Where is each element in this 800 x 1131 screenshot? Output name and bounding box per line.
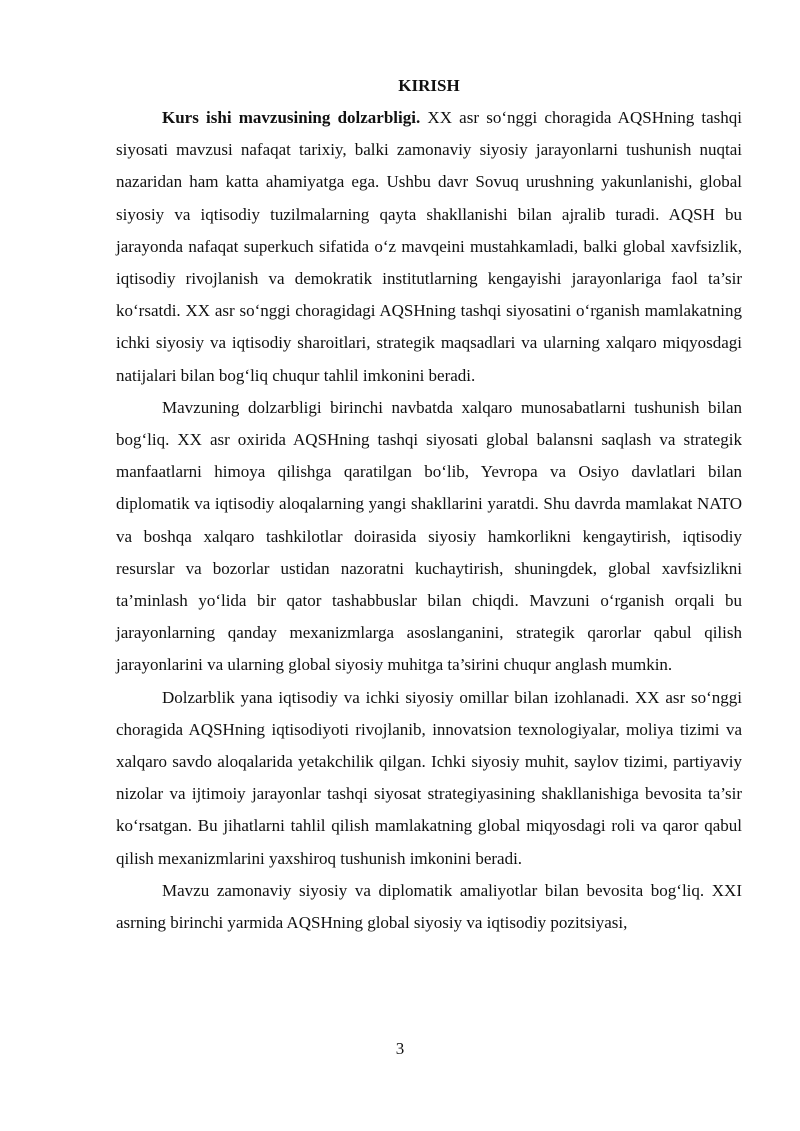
section-heading: KIRISH <box>398 76 460 95</box>
paragraph-text: Dolzarblik yana iqtisodiy va ichki siyosiy omillar bilan izohlanadi. XX asr so‘nggi choragida AQSHning iqtisodiyoti rivojlanib, innovatsion texnologiyalar, moliya tizimi va xalqaro savdo aloqalarida yetakchilik qilgan. Ichki siyosiy muhit, saylov tizimi, partiyaviy nizolar va ijtimoiy jarayonlar tashqi siyosat strategiyasining shakllanishiga bevosita ta’sir ko‘rsatgan. Bu jihatlarni tahlil qilish mamlakatning global miqyosdagi roli va qaror qabul qilish mexanizmlarini yaxshiroq tushunish imkonini beradi. <box>116 687 742 868</box>
paragraph-text: XX asr so‘nggi choragida AQSHning tashqi siyosati mavzusi nafaqat tarixiy, balki zamonaviy siyosiy jarayonlarni tushunish nuqtai nazaridan ham katta ahamiyatga ega. Ushbu davr Sovuq urushning yakunlanishi, global siyosiy va iqtisodiy tuzilmalarning qayta shakllanishi bilan ajralib turadi. AQSH bu jarayonda nafaqat superkuch sifatida o‘z mavqeini mustahkamladi, balki global xavfsizlik, iqtisodiy rivojlanish va demokratik institutlarning kengayishi jarayonlariga faol ta’sir ko‘rsatdi. XX asr so‘nggi choragidagi AQSHning tashqi siyosatini o‘rganish mamlakatning ichki siyosiy va iqtisodiy sharoitlari, strategik maqsadlari va ularning xalqaro miqyosdagi natijalari bilan bog‘liq chuqur tahlil imkonini beradi. <box>116 108 742 385</box>
document-page <box>116 70 742 939</box>
page-number: 3 <box>395 1039 405 1058</box>
paragraph-economic-factors <box>116 682 742 875</box>
paragraph-text: Mavzu zamonaviy siyosiy va diplomatik amaliyotlar bilan bevosita bog‘liq. XXI asrning birinchi yarmida AQSHning global siyosiy va iqtisodiy pozitsiyasi, <box>116 880 742 933</box>
paragraph-text: Mavzuning dolzarbligi birinchi navbatda xalqaro munosabatlarni tushunish bilan bog‘liq. XX asr oxirida AQSHning tashqi siyosati global balansni saqlash va strategik manfaatlarni himoya qilishga qaratilgan bo‘lib, Yevropa va Osiyo davlatlari bilan diplomatik va iqtisodiy aloqalarning yangi shakllarini yaratdi. Shu davrda mamlakat NATO va boshqa xalqaro tashkilotlar doirasida siyosiy hamkorlikni kengaytirish, iqtisodiy resurslar va bozorlar ustidan nazoratni kuchaytirish, shuningdek, global xavfsizlikni ta’minlash yo‘lida bir qator tashabbuslar bilan chiqdi. Mavzuni o‘rganish orqali bu jarayonlarning qanday mexanizmlarga asoslanganini, strategik qarorlar qabul qilish jarayonlarini va ularning global siyosiy muhitga ta’sirini chuqur anglash mumkin. <box>116 397 742 675</box>
paragraph-lead: Kurs ishi mavzusining dolzarbligi. <box>162 108 421 127</box>
paragraph-international-relations <box>116 392 742 682</box>
paragraph-relevance <box>116 102 742 392</box>
paragraph-modern-practice <box>116 875 742 939</box>
